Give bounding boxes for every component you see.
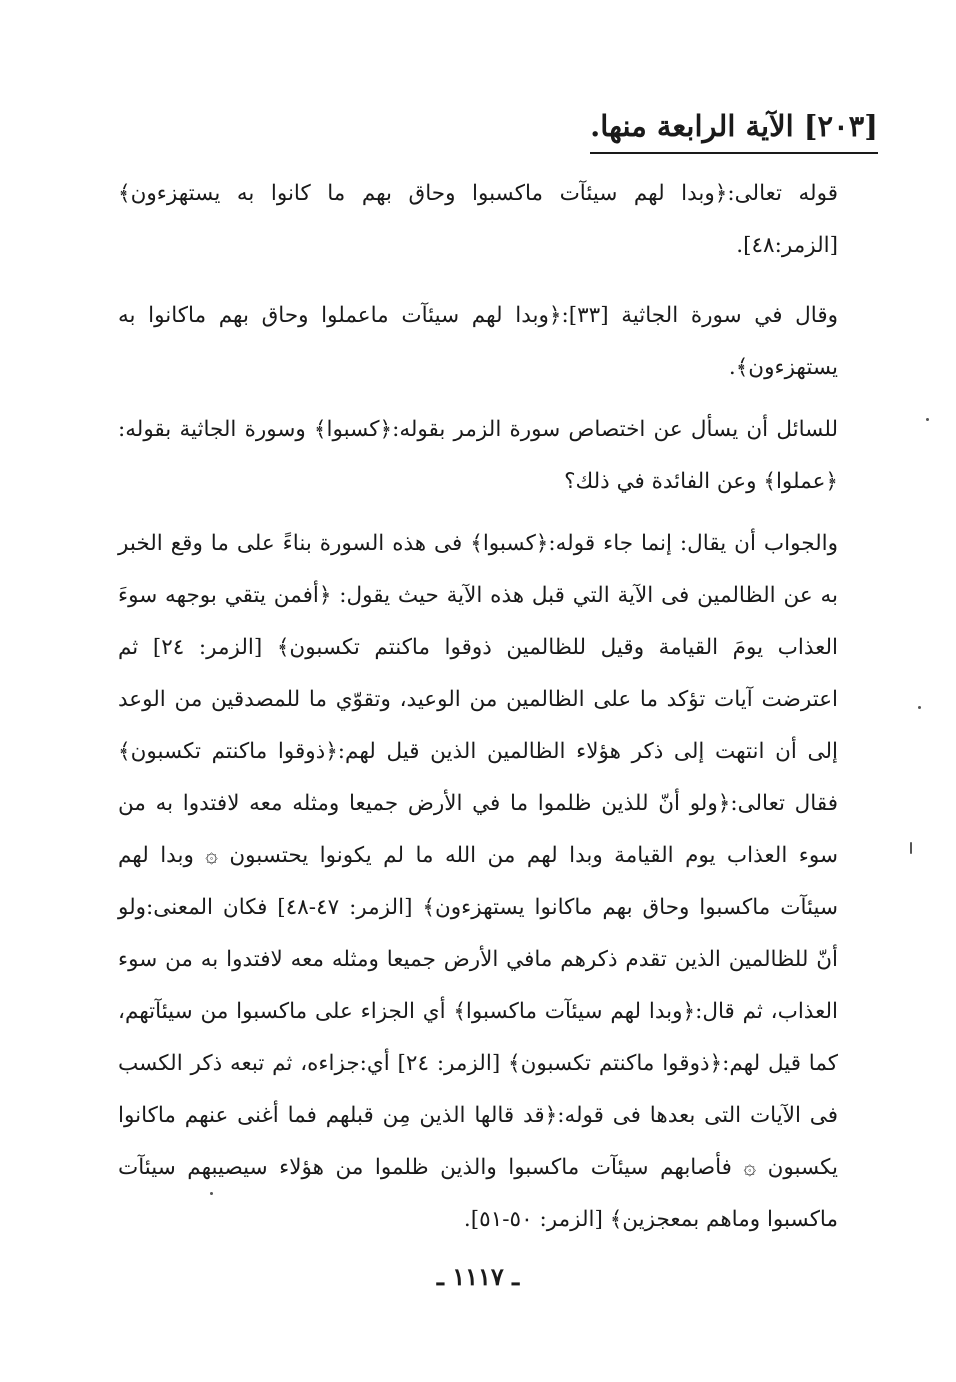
scan-speck [926, 418, 929, 421]
page-number: ـ ١١١٧ ـ [436, 1262, 520, 1291]
scan-speck [210, 1192, 213, 1195]
section-heading: [٢٠٣] الآية الرابعة منها. [590, 104, 878, 154]
paragraph-answer [118, 518, 838, 1246]
paragraph-verse-jathiya [118, 290, 838, 394]
paragraph-text: للسائل أن يسأل عن اختصاص سورة الزمر بقوله:﴿كسبوا﴾ وسورة الجاثية بقوله:﴿عملوا﴾ وعن الفائدة في ذلك؟ [118, 417, 838, 494]
paragraph-text: والجواب أن يقال: إنما جاء قوله:﴿كسبوا﴾ فى هذه السورة بناءً على ما وقع الخبر به عن الظالمين فى الآية التي قبل هذه الآية حيث يقول: ﴿أفمن يتقي بوجهه سوءَ العذاب يومَ القيامة وقيل للظالمين ذوقوا ماكنتم تكسبون﴾ [الزمر: ٢٤] ثم اعترضت آيات تؤكد ما على الظالمين من الوعيد، وتقوّي ما للمصدقين من الوعد إلى أن انتهت إلى ذكر هؤلاء الظالمين الذين قيل لهم:﴿ذوقوا ماكنتم تكسبون﴾ فقال تعالى:﴿ولو أنّ للذين ظلموا ما في الأرض جميعا ومثله معه لافتدوا به من سوء العذاب يوم القيامة وبدا لهم من الله ما لم يكونوا يحتسبون ۞ وبدا لهم سيئآت ماكسبوا وحاق بهم ماكانوا يستهزءون﴾ [الزمر: ٤٧-٤٨] فكان المعنى:ولو أنّ للظالمين الذين تقدم ذكرهم مافي الأرض جميعا ومثله معه لافتدوا به من سوء العذاب، ثم قال:﴿وبدا لهم سيئآت ماكسبوا﴾ أي الجزاء على ماكسبوا من سيئآتهم، كما قيل لهم:﴿ذوقوا ماكنتم تكسبون﴾ [الزمر: ٢٤] أي:جزاءه، ثم تبعه ذكر الكسب فى الآيات التى بعدها فى قوله:﴿قد قالها الذين مِن قبلهم فما أغنى عنهم ماكانوا يكسبون ۞ فأصابهم سيئآت ماكسبوا والذين ظلموا من هؤلاء سيصيبهم سيئآت ماكسبوا وماهم بمعجزين﴾ [الزمر: ٥٠-٥١]. [118, 531, 839, 1232]
scan-speck [910, 842, 912, 854]
paragraph-question [118, 404, 838, 508]
paragraph-verse-zumar [118, 168, 838, 272]
paragraph-text: وقال في سورة الجاثية [٣٣]:﴿وبدا لهم سيئآت ماعملوا وحاق بهم ماكانوا به يستهزءون﴾. [118, 303, 838, 380]
scan-speck [918, 706, 921, 709]
paragraph-text: قوله تعالى:﴿وبدا لهم سيئآت ماكسبوا وحاق بهم ما كانوا به يستهزءون﴾ [الزمر:٤٨]. [118, 181, 838, 258]
